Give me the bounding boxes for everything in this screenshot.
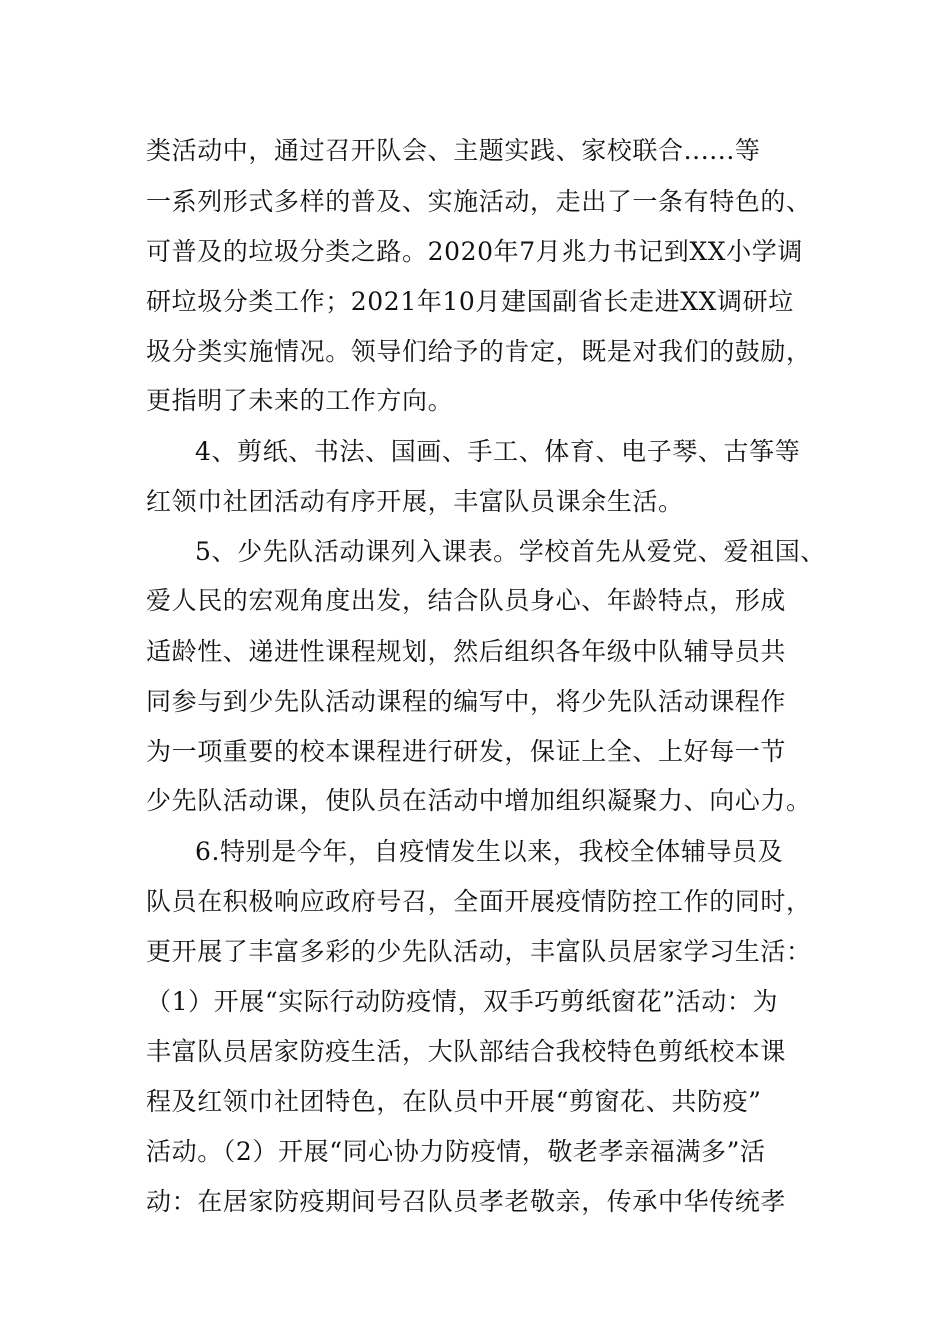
text-line: 更指明了未来的工作方向。 (146, 386, 454, 415)
text-line: 更开展了丰富多彩的少先队活动，丰富队员居家学习生活： (146, 937, 812, 966)
paragraph-start-line: 4、剪纸、书法、国画、手工、体育、电子琴、古筝等 (195, 437, 801, 466)
text-line: 丰富队员居家防疫生活，大队部结合我校特色剪纸校本课 (146, 1037, 787, 1066)
text-line: （1）开展“实际行动防疫情，双手巧剪纸窗花”活动：为 (146, 987, 779, 1016)
text-line: 圾分类实施情况。领导们给予的肯定，既是对我们的鼓励， (146, 337, 812, 366)
text-line: 适龄性、递进性课程规划，然后组织各年级中队辅导员共 (146, 637, 787, 666)
text-line: 爱人民的宏观角度出发，结合队员身心、年龄特点，形成 (146, 586, 787, 615)
text-line: 少先队活动课，使队员在活动中增加组织凝聚力、向心力。 (146, 786, 812, 815)
text-line: 程及红领巾社团特色，在队员中开展“剪窗花、共防疫” (146, 1087, 762, 1116)
text-line: 动：在居家防疫期间号召队员孝老敬亲，传承中华传统孝 (146, 1187, 787, 1216)
text-line: 活动。（2）开展“同心协力防疫情，敬老孝亲福满多”活 (146, 1137, 766, 1166)
text-line: 红领巾社团活动有序开展，丰富队员课余生活。 (146, 487, 684, 516)
text-line: 同参与到少先队活动课程的编写中，将少先队活动课程作 (146, 687, 787, 716)
text-line: 可普及的垃圾分类之路。2020年7月兆力书记到XX小学调 (146, 237, 803, 266)
text-line: 为一项重要的校本课程进行研发，保证上全、上好每一节 (146, 737, 787, 766)
text-line: 队员在积极响应政府号召，全面开展疫情防控工作的同时， (146, 887, 812, 916)
text-line: 研垃圾分类工作；2021年10月建国副省长走进XX调研垃 (146, 287, 794, 316)
text-line: 类活动中，通过召开队会、主题实践、家校联合......等 (146, 136, 761, 165)
paragraph-start-line: 6.特别是今年，自疫情发生以来，我校全体辅导员及 (195, 837, 784, 866)
text-line: 一系列形式多样的普及、实施活动，走出了一条有特色的、 (146, 187, 812, 216)
paragraph-start-line: 5、少先队活动课列入课表。学校首先从爱党、爱祖国、 (195, 537, 826, 566)
